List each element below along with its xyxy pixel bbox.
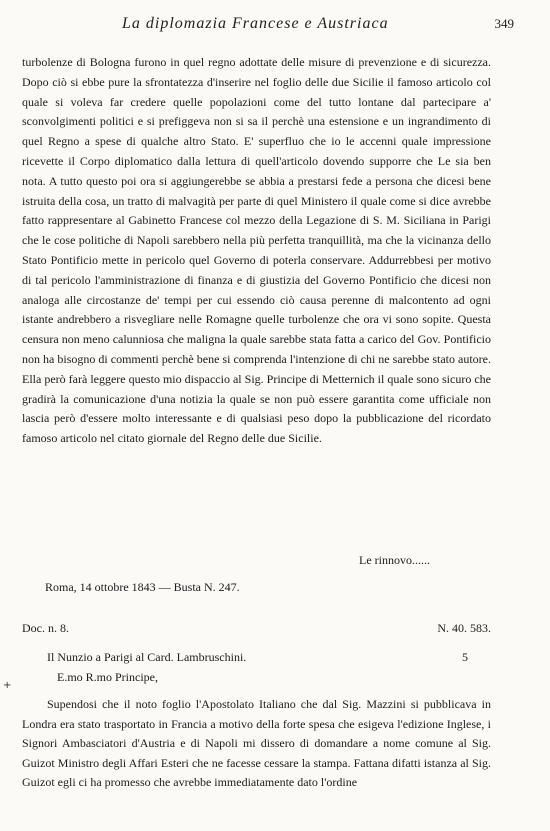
letter-sender-recipient: Il Nunzio a Parigi al Card. Lambruschini. (47, 650, 247, 664)
document-reference: N. 40. 583. (437, 621, 491, 635)
source-citation: Roma, 14 ottobre 1843 — Busta N. 247. (45, 580, 240, 594)
margin-mark: + (3, 680, 12, 691)
closing-formula: Le rinnovo...... (359, 553, 430, 567)
page-header (22, 15, 514, 39)
second-letter-paragraph: Supendosi che il noto foglio l'Apostolato Italiano che dal Sig. Mazzini si pubblicava in Londra era stato trasportato in Francia a motivo della forte spesa che esigeva l'edizione Inglese, i Signori Ambasciatori d'Austria e di Napoli mi dissero di domandare a nome comune al Sig. Guizot Ministro degli Affari Esteri che ne facesse cessare la stampa. Fattana difatti istanza al Sig. Guizot egli ci ha promesso che avrebbe immediatamente dato l'ordine (22, 697, 491, 790)
running-title: La diplomazia Francese e Austriaca (122, 15, 389, 32)
letter-salutation: E.mo R.mo Principe, (57, 670, 158, 684)
document-number: Doc. n. 8. (22, 621, 69, 635)
letter-heading-number: 5 (462, 650, 468, 664)
letter-body-paragraph: turbolenze di Bologna furono in quel regno adottate delle misure di prevenzione e di sicurezza. Dopo ciò si ebbe pure la sfrontatezza d'inserire nel foglio delle due Sicilie il famoso articolo col quale si voleva far credere quelle popolazioni come del tutto lontane dal partecipare a' sconvolgimenti politici e si prefiggeva non si sa il perchè una estensione e un ingrandimento di quel Regno a spese di qualche altro Stato. E' superfluo che io le accenni quale impressione ricevette il Corpo diplomatico dalla lettura di quell'articolo dovendo supporre che Le sia ben nota. A tutto questo poi ora si aggiungerebbe se abbia a prestarsi fede a persona che dicesi bene istruita della cosa, un tratto di malvagità per parte di quel Ministero il quale come si dice avrebbe fatto rappresentare al Gabinetto Francese col mezzo della Legazione di S. M. Siciliana in Parigi che le cose politiche di Napoli sarebbero nella più perfetta tranquillità, ma che la vicinanza dello Stato Pontificio mette in pericolo quel Governo di poterla conservare. Addurrebbesi per motivo di tal pericolo l'amministrazione di finanza e di giustizia del Governo Pontificio che dicesi non analoga alle circostanze de' tempi per cui essendo ciò causa perenne di malcontento ad ogni istante andrebbero a risvegliare nelle Romagne quelle turbolenze che ora vi sono sopite. Questa censura non meno calunniosa che maligna la quale sarebbe stata fatta a carico del Gov. Pontificio non ha bisogno di commenti perchè bene si comprenda l'intenzione di chi ne sarebbe stato autore. Ella però farà leggere questo mio dispaccio al Sig. Principe di Metternich il quale sono sicuro che gradirà la comunicazione d'una notizia la quale se non può essere garantita come ufficiale non lascia però d'essere molto interessante e di qualsiasi peso dopo la pubblicazione del ricordato famoso articolo nel citato giornale del Regno delle due Sicilie. (22, 55, 491, 446)
page-number: 349 (494, 16, 514, 31)
